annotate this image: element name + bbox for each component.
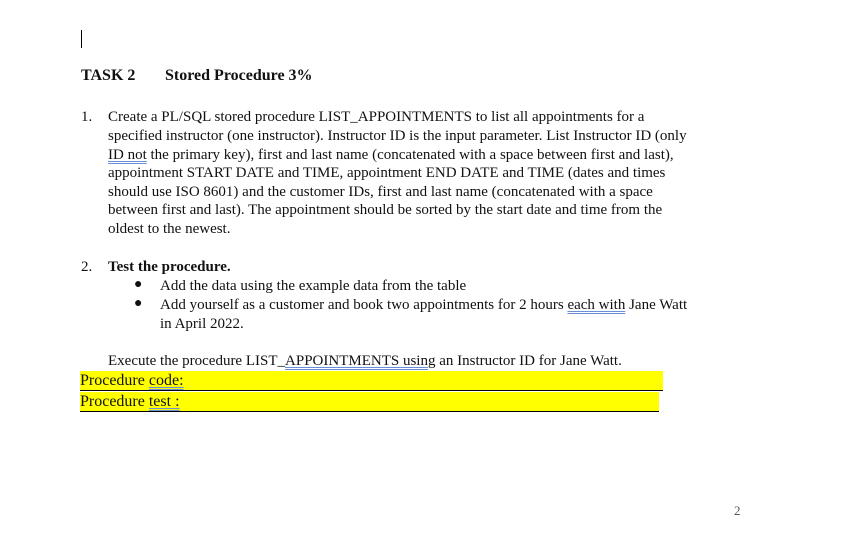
task-title: Stored Procedure 3% — [165, 67, 313, 84]
bullet-2-text — [160, 296, 687, 315]
execute-line — [108, 352, 622, 371]
procedure-code-link[interactable]: code: — [148, 372, 184, 389]
each-with-text: each with — [567, 297, 626, 313]
execute-underlined: APPOINTMENTS using — [285, 353, 436, 369]
procedure-test-label: Procedure — [80, 393, 149, 410]
item-1-line-6: between first and last). The appointment should be sorted by the start date and time from the — [108, 202, 663, 218]
item-2-number: 2. — [81, 259, 93, 275]
procedure-code-row[interactable] — [80, 371, 663, 391]
execute-prefix: Execute the procedure LIST_ — [108, 353, 286, 369]
item-1-line-3-rest: the primary key), first and last name (concatenated with a space between first and last), — [150, 147, 674, 163]
procedure-code-label: Procedure — [80, 372, 149, 389]
item-1-number: 1. — [81, 109, 93, 125]
item-2-title: Test the procedure. — [108, 259, 231, 275]
item-1-line-2: specified instructor (one instructor). Instructor ID is the input parameter. List Instructor ID (only — [108, 128, 687, 144]
id-not-text: ID not — [108, 147, 147, 163]
bullet-icon: ● — [134, 296, 143, 311]
item-1-line-5: should use ISO 8601) and the customer IDs, first and last name (concatenated with a space — [108, 184, 653, 200]
procedure-test-row[interactable] — [80, 392, 659, 412]
bullet-2-part-1: Add yourself as a customer and book two appointments for 2 hours — [160, 297, 564, 313]
bullet-2-continuation: in April 2022. — [160, 316, 244, 332]
item-1-line-1: Create a PL/SQL stored procedure LIST_APPOINTMENTS to list all appointments for a — [108, 109, 645, 125]
item-1-line-3 — [108, 146, 674, 165]
bullet-2-part-2: Jane Watt — [629, 297, 688, 313]
item-1-line-4: appointment START DATE and TIME, appointment END DATE and TIME (dates and times — [108, 165, 666, 181]
bullet-1-text: Add the data using the example data from the table — [160, 278, 467, 294]
task-number: TASK 2 — [81, 67, 136, 84]
page-number: 2 — [734, 503, 741, 518]
text-cursor — [81, 30, 82, 48]
execute-suffix: an Instructor ID for Jane Watt. — [435, 353, 622, 369]
procedure-test-link[interactable]: test : — [148, 393, 180, 410]
item-1-line-7: oldest to the newest. — [108, 221, 231, 237]
bullet-icon: ● — [134, 277, 143, 292]
task-heading — [81, 67, 313, 85]
